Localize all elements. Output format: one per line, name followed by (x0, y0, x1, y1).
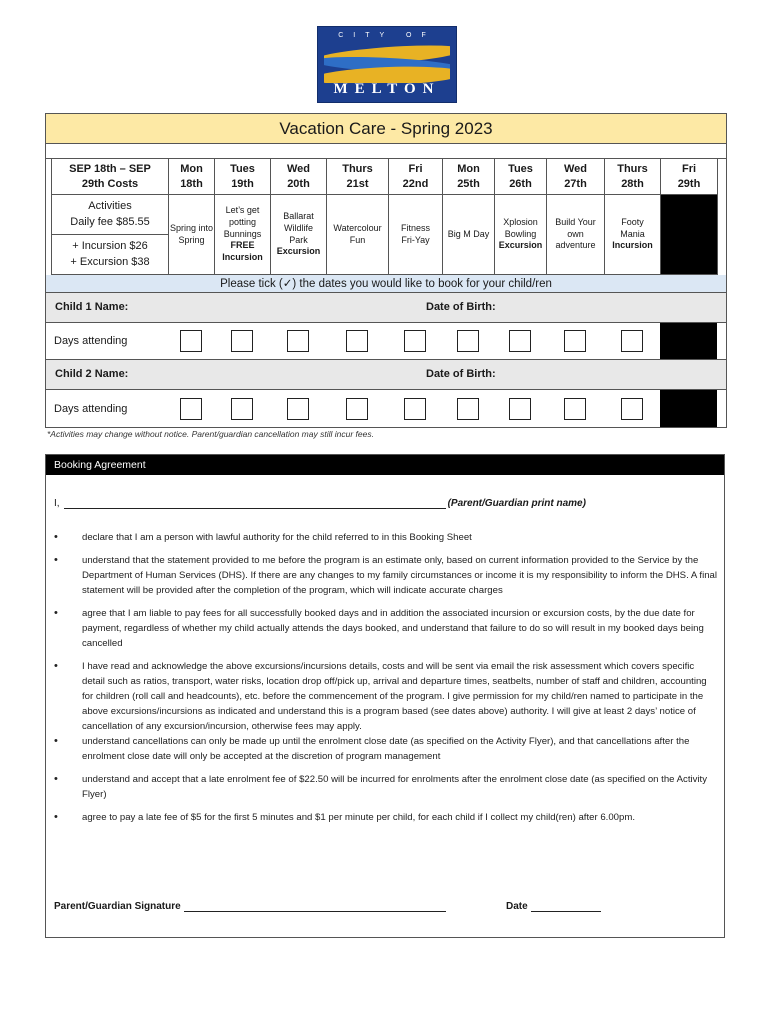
activities-note: *Activities may change without notice. Parent/guardian cancellation may still incur fees. (47, 429, 374, 439)
day-name: Fri (681, 163, 697, 176)
activity-text: Park (289, 234, 308, 245)
day-name: Thurs (617, 163, 648, 176)
day-date: 29th (677, 177, 701, 190)
day-name: Tues (230, 163, 255, 176)
schedule-table (45, 113, 727, 428)
activity-text: Fun (349, 234, 366, 245)
activity-text: Spring (178, 234, 205, 245)
agreement-item: • agree to pay a late fee of $5 for the first 5 minutes and $1 per minute per child, for each child if I collect my child(ren) after 6.00pm. (54, 810, 718, 825)
activity-text: Bowling (504, 228, 537, 239)
logo-top-text: CITY OF (338, 32, 436, 39)
fees-cell (52, 195, 169, 275)
page-title: Vacation Care - Spring 2023 (46, 114, 726, 144)
agreement-item: • understand cancellations can only be made up until the enrolment close date (as specified on the Activity Flyer), and that cancellations after the enrolment close date will only be accepted at the discretion of program management (54, 734, 718, 764)
unavailable-day-cell (660, 390, 717, 427)
child2-name-label: Child 2 Name: (55, 368, 129, 380)
day-date: 25th (457, 177, 480, 190)
date-field[interactable] (531, 902, 601, 912)
agreement-item: • declare that I am a person with lawful authority for the child referred to in this Booking Sheet (54, 530, 718, 545)
activity-cell (605, 195, 661, 275)
activity-text: Xplosion (503, 216, 538, 227)
booking-agreement-heading: Booking Agreement (46, 455, 724, 475)
day-header (495, 159, 547, 195)
day-checkbox[interactable] (457, 330, 479, 352)
activity-text: Footy (621, 216, 644, 227)
excursion-fee: + Excursion $38 (70, 255, 150, 268)
agreement-item: • understand that the statement provided to me before the program is an estimate only, based on current information provided to the Service by the Department of Human Services (DHS). If there are any changes to my family circumstances or income it is my responsibility to inform the DHS. A final statement will be provided after the completion of the program, which will indicate accurate charges (54, 553, 718, 598)
activity-tag: FREE Incursion (222, 240, 263, 263)
activity-text: Watercolour (333, 222, 382, 233)
booking-agreement-box (45, 454, 725, 938)
print-name-label: (Parent/Guardian print name) (447, 498, 586, 509)
activity-text: Spring into (169, 222, 214, 233)
day-name: Tues (508, 163, 533, 176)
activity-text: potting (228, 216, 257, 227)
day-checkbox[interactable] (564, 330, 586, 352)
day-name: Mon (180, 163, 203, 176)
day-checkbox[interactable] (621, 398, 643, 420)
child2-name-row (46, 360, 726, 390)
activity-text: Fri-Yay (401, 234, 430, 245)
agreement-bullets (54, 530, 718, 825)
date-label: Date (506, 901, 528, 912)
day-checkbox[interactable] (457, 398, 479, 420)
day-header (605, 159, 661, 195)
child1-name-label: Child 1 Name: (55, 301, 129, 313)
day-header (215, 159, 271, 195)
activity-text: Build Your (555, 216, 596, 227)
activity-cell (443, 195, 495, 275)
activity-text: Ballarat (283, 211, 314, 222)
city-of-melton-logo (317, 26, 457, 103)
costs-header (52, 159, 169, 195)
daily-fee: Daily fee $85.55 (70, 215, 150, 228)
day-checkbox[interactable] (404, 330, 426, 352)
day-date: 21st (346, 177, 369, 190)
activity-text: Mania (620, 228, 645, 239)
costs-header-line1: SEP 18th – SEP (69, 163, 151, 176)
activity-cell (389, 195, 443, 275)
day-checkbox[interactable] (346, 398, 368, 420)
day-date: 20th (287, 177, 310, 190)
activities-label: Activities (88, 199, 132, 212)
agreement-item: • I have read and acknowledge the above excursions/incursions details, costs and will be sent via email the risk assessment which covers specific detail such as ratios, transport, water risks, location drop off/pick up, arrival and departure times, seatbelts, number of staff and children, accounting for children (roll call and headcounts), etc. before the commencement of the program. I give permission for my child/ren named to participate in the above excursions/incursions as indicated and understand this is a program based (see dates above) authority. I will give at least 2 days’ notice of cancellation of any excursion/incursion, otherwise fees may apply. (54, 659, 718, 734)
day-header (169, 159, 215, 195)
child1-dob-label: Date of Birth: (426, 301, 496, 313)
day-checkbox[interactable] (231, 330, 253, 352)
day-checkbox[interactable] (564, 398, 586, 420)
day-name: Wed (563, 163, 588, 176)
activity-cell (271, 195, 327, 275)
day-name: Thurs (342, 163, 373, 176)
activity-tag: Incursion (612, 240, 653, 251)
activity-cell (495, 195, 547, 275)
day-name: Wed (286, 163, 311, 176)
unavailable-day-cell (660, 323, 717, 359)
day-date: 22nd (402, 177, 429, 190)
signature-label: Parent/Guardian Signature (54, 901, 181, 912)
tick-instruction: Please tick (✓) the dates you would like to book for your child/ren (46, 275, 726, 293)
day-name: Mon (457, 163, 480, 176)
activity-cell (547, 195, 605, 275)
activity-text: Wildlife (283, 222, 313, 233)
activity-text: Let’s get (225, 205, 260, 216)
unavailable-day-cell (661, 195, 718, 275)
day-date: 18th (180, 177, 203, 190)
activity-text: Bunnings (223, 228, 262, 239)
day-date: 28th (621, 177, 644, 190)
parent-name-field[interactable] (64, 499, 446, 509)
day-header (443, 159, 495, 195)
activity-cell (169, 195, 215, 275)
day-checkbox[interactable] (509, 398, 531, 420)
day-name: Fri (408, 163, 423, 176)
day-checkbox[interactable] (404, 398, 426, 420)
i-prefix: I, (54, 498, 60, 509)
signature-line (54, 901, 446, 912)
day-checkbox[interactable] (231, 398, 253, 420)
days-attending-label: Days attending (54, 402, 128, 415)
date-line (506, 901, 601, 912)
day-checkbox[interactable] (621, 330, 643, 352)
schedule-header-grid (51, 159, 726, 275)
activity-text: adventure (555, 240, 596, 251)
child2-dob-label: Date of Birth: (426, 368, 496, 380)
day-header (271, 159, 327, 195)
parent-name-line (54, 498, 586, 509)
day-header (327, 159, 389, 195)
spacer-row (46, 144, 726, 159)
child1-name-row (46, 293, 726, 323)
activity-text: Fitness (400, 222, 430, 233)
day-header (389, 159, 443, 195)
logo-landscape-graphic (324, 43, 450, 83)
day-checkbox[interactable] (346, 330, 368, 352)
day-header (547, 159, 605, 195)
activity-text: Big M Day (447, 228, 490, 239)
activity-cell (215, 195, 271, 275)
agreement-item: • understand and accept that a late enrolment fee of $22.50 will be incurred for enrolments after the enrolment close date (as specified on the Activity Flyer) (54, 772, 718, 802)
days-attending-label: Days attending (54, 335, 128, 347)
activity-tag: Excursion (276, 246, 321, 257)
activity-tag: Excursion (498, 240, 543, 251)
day-date: 19th (231, 177, 254, 190)
day-checkbox[interactable] (180, 330, 202, 352)
day-date: 26th (509, 177, 532, 190)
child1-days-row (46, 323, 726, 360)
day-checkbox[interactable] (287, 398, 309, 420)
activity-text: own (567, 228, 584, 239)
day-checkbox[interactable] (509, 330, 531, 352)
incursion-fee: + Incursion $26 (72, 239, 148, 252)
day-checkbox[interactable] (180, 398, 202, 420)
child2-days-row (46, 390, 726, 427)
agreement-item: • agree that I am liable to pay fees for all successfully booked days and in addition the associated incursion or excursion costs, by the due date for payment, regardless of whether my child actually attends the days booked, and understand that failure to do so will result in my booked days being cancelled (54, 606, 718, 651)
costs-header-line2: 29th Costs (81, 177, 139, 190)
logo-wordmark: MELTON (333, 81, 441, 97)
day-date: 27th (564, 177, 587, 190)
activity-cell (327, 195, 389, 275)
day-checkbox[interactable] (287, 330, 309, 352)
day-header (661, 159, 718, 195)
signature-field[interactable] (184, 902, 446, 912)
